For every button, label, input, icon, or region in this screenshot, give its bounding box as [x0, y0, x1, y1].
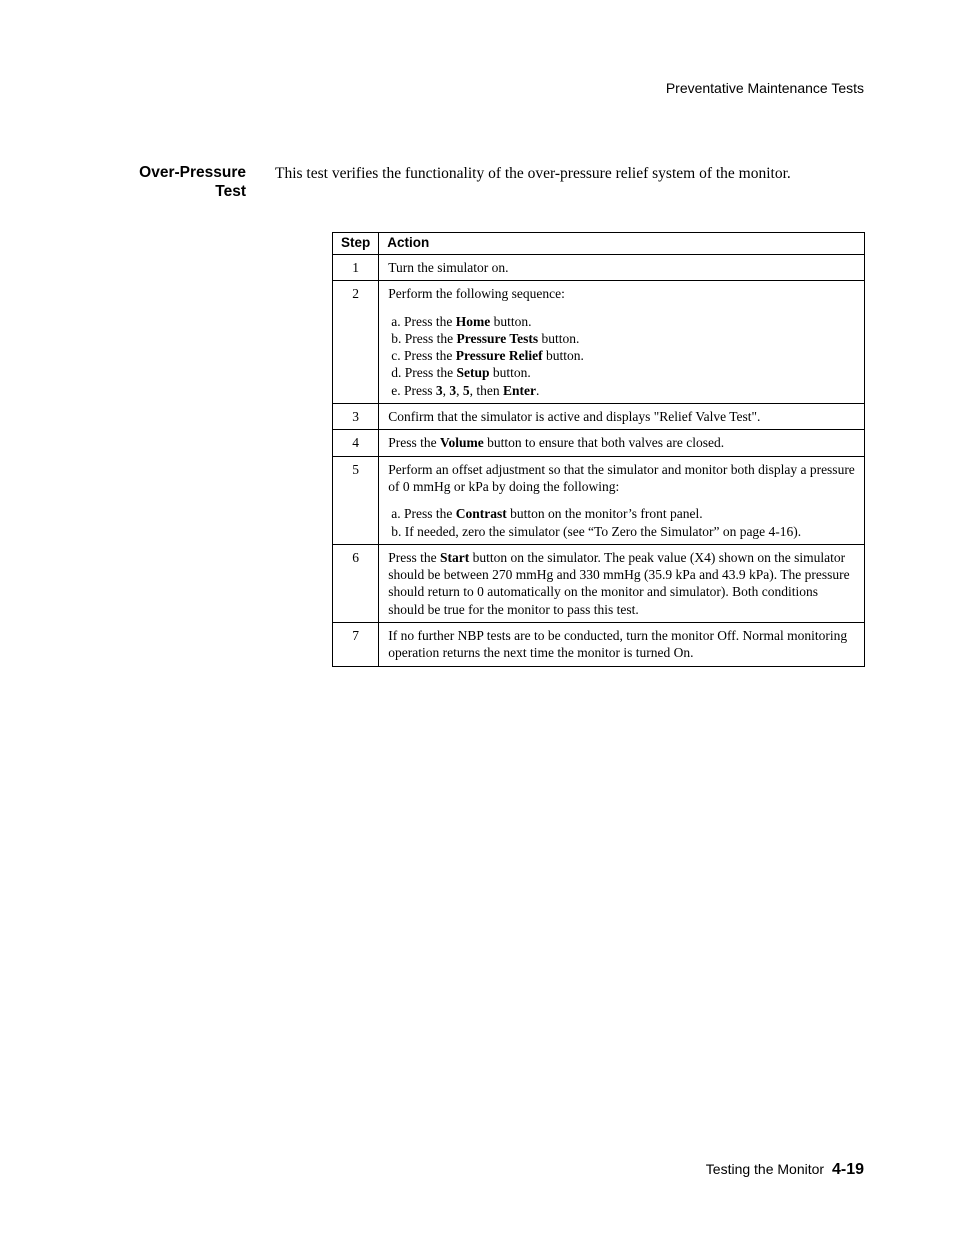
section-heading-line-1: Over-Pressure [139, 164, 246, 181]
procedure-table [332, 232, 865, 667]
step-number: 7 [333, 623, 379, 667]
step-action: If no further NBP tests are to be conducted, turn the monitor Off. Normal monitoring operation returns the next time the monitor is turned On. [379, 623, 865, 667]
step-number: 1 [333, 255, 379, 281]
substep: d. Press the Setup button. [391, 365, 531, 381]
step-column-header: Step [333, 233, 379, 255]
step-action: Confirm that the simulator is active and displays "Relief Valve Test". [379, 404, 865, 430]
step-action: Press the Start button on the simulator. The peak value (X4) shown on the simulator should be between 270 mmHg and 330 mmHg (35.9 kPa and 43.9 kPa). The pressure should return to 0 automatically on the monitor and simulator). Both conditions should be true for the monitor to pass this test. [379, 544, 865, 622]
running-header: Preventative Maintenance Tests [665, 80, 864, 96]
step-action-text: Perform the following sequence: [388, 286, 565, 302]
table-row [333, 456, 865, 544]
table-row [333, 623, 865, 667]
section-heading [118, 163, 246, 201]
step-number: 4 [333, 430, 379, 456]
substep-list [391, 505, 856, 540]
substep: a. Press the Home button. [391, 313, 532, 329]
table-row [333, 404, 865, 430]
step-number: 3 [333, 404, 379, 430]
table-row [333, 544, 865, 622]
page-number: 4-19 [831, 1161, 864, 1178]
page-footer [706, 1161, 864, 1179]
table-row [333, 281, 865, 404]
intro-paragraph: This test verifies the functionality of the over-pressure relief system of the monitor. [275, 165, 791, 182]
step-action [379, 456, 865, 544]
table-row [333, 255, 865, 281]
table-header-row [333, 233, 865, 255]
step-action: Press the Volume button to ensure that both valves are closed. [379, 430, 865, 456]
step-action: Turn the simulator on. [379, 255, 865, 281]
table-row [333, 430, 865, 456]
footer-chapter: Testing the Monitor [705, 1161, 825, 1177]
action-column-header: Action [379, 233, 865, 255]
step-action [379, 281, 865, 404]
step-number: 5 [333, 456, 379, 544]
step-action-text: Perform an offset adjustment so that the simulator and monitor both display a pressure of 0 mmHg or kPa by doing the following: [388, 461, 855, 494]
substep: c. Press the Pressure Relief button. [391, 348, 584, 364]
section-heading-line-2: Test [215, 183, 246, 200]
step-number: 2 [333, 281, 379, 404]
step-number: 6 [333, 544, 379, 622]
substep: b. Press the Pressure Tests button. [391, 330, 580, 346]
substep: a. Press the Contrast button on the monitor’s front panel. [391, 506, 703, 522]
substep: e. Press 3, 3, 5, then Enter. [391, 382, 540, 398]
substep: b. If needed, zero the simulator (see “To Zero the Simulator” on page 4-16). [391, 523, 802, 539]
substep-list [391, 313, 856, 399]
